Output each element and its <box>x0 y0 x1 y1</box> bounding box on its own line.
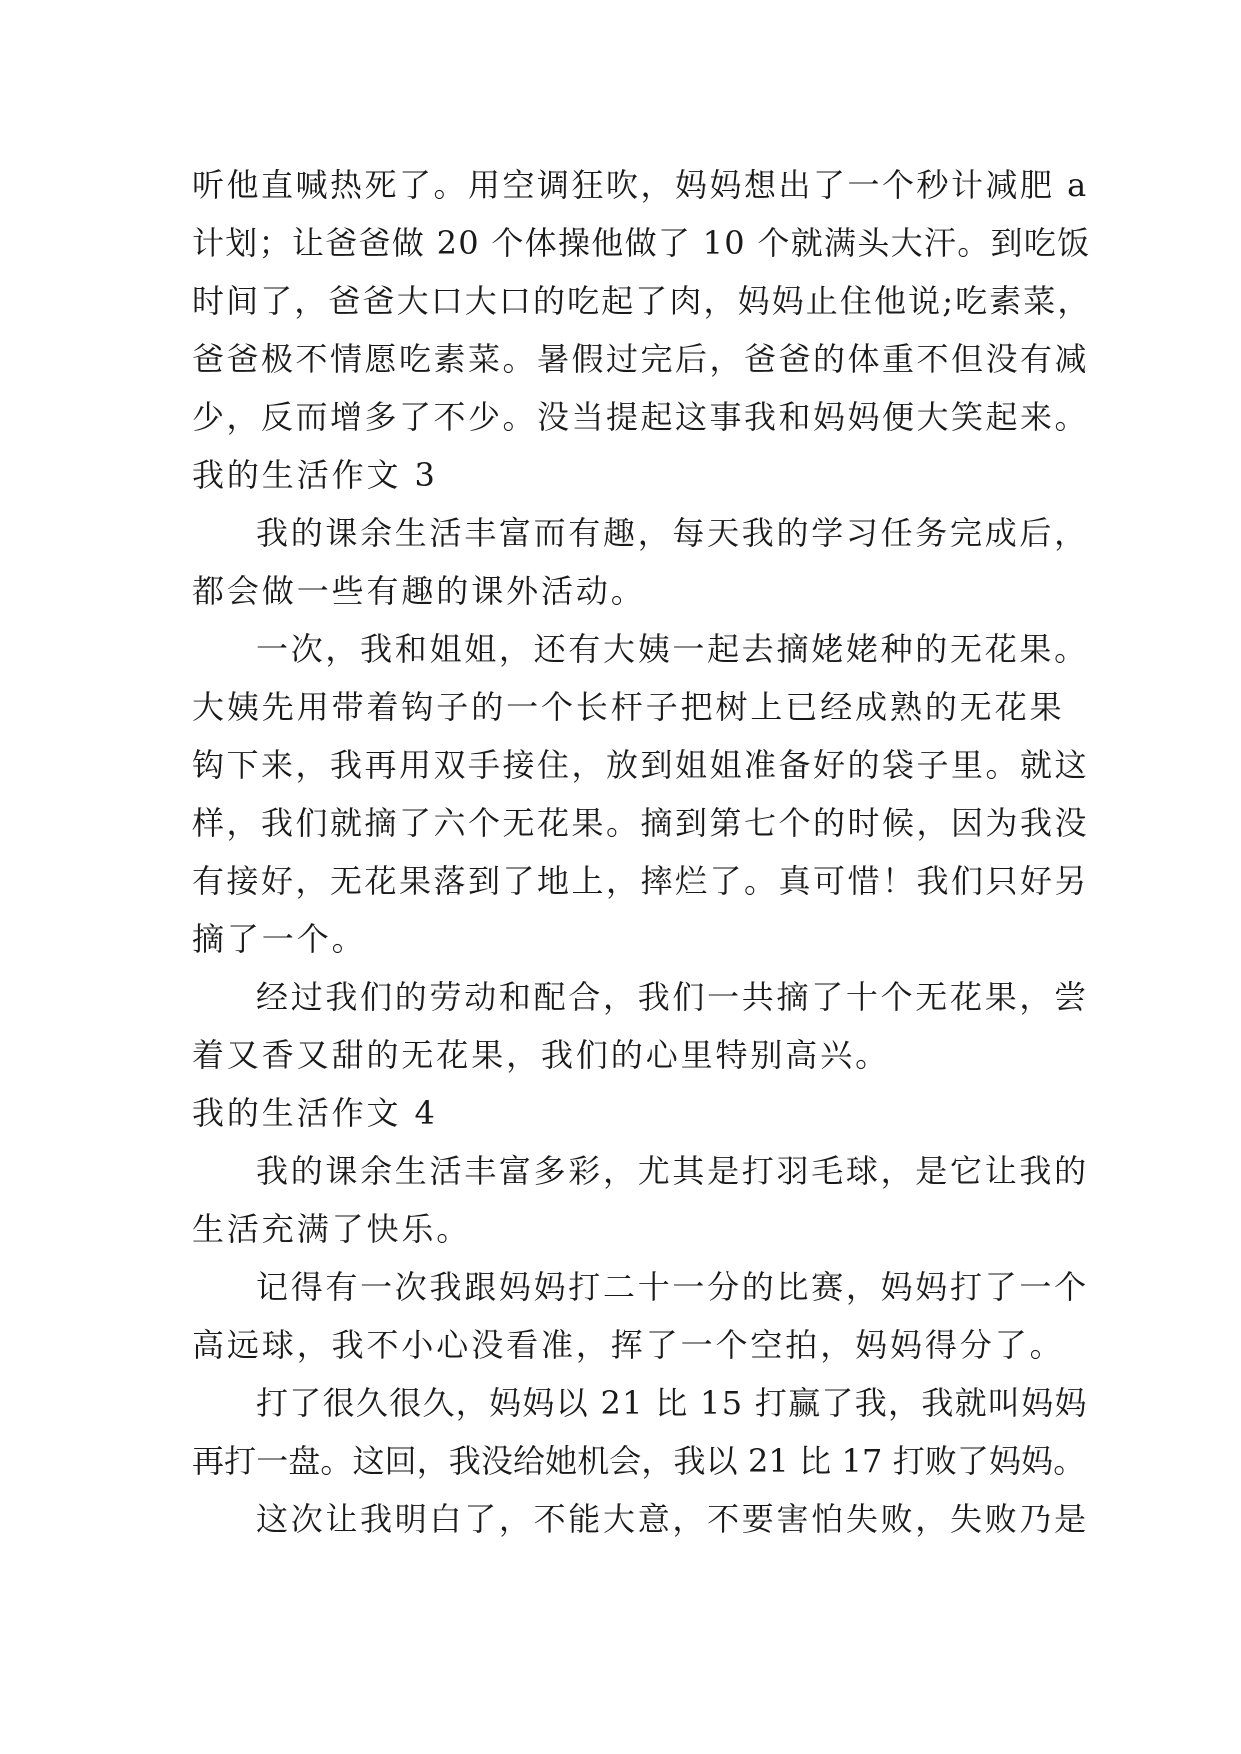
section-heading: 我的生活作文 3 <box>192 456 438 494</box>
paragraph-line: 着又香又甜的无花果，我们的心里特别高兴。 <box>192 1036 891 1074</box>
paragraph-line: 这次让我明白了，不能大意，不要害怕失败，失败乃是 <box>256 1500 1089 1538</box>
paragraph-line: 钩下来，我再用双手接住，放到姐姐准备好的袋子里。就这 <box>192 746 1090 784</box>
paragraph-line: 有接好，无花果落到了地上，摔烂了。真可惜！我们只好另 <box>192 862 1090 900</box>
paragraph-line: 少，反而增多了不少。没当提起这事我和妈妈便大笑起来。 <box>192 398 1090 436</box>
paragraph-line: 打了很久很久，妈妈以 21 比 15 打赢了我，我就叫妈妈 <box>256 1384 1088 1422</box>
paragraph-line: 听他直喊热死了。用空调狂吹，妈妈想出了一个秒计减肥 a <box>192 166 1089 204</box>
paragraph-line: 计划；让爸爸做 20 个体操他做了 10 个就满头大汗。到吃饭 <box>192 224 1091 262</box>
paragraph-line: 再打一盘。这回，我没给她机会，我以 21 比 17 打败了妈妈。 <box>192 1442 1086 1480</box>
section-heading: 我的生活作文 4 <box>192 1094 438 1132</box>
paragraph-line: 大姨先用带着钩子的一个长杆子把树上已经成熟的无花果 <box>192 688 1065 726</box>
paragraph-line: 生活充满了快乐。 <box>192 1210 472 1248</box>
paragraph-line: 样，我们就摘了六个无花果。摘到第七个的时候，因为我没 <box>192 804 1090 842</box>
paragraph-line: 时间了，爸爸大口大口的吃起了肉，妈妈止住他说;吃素菜， <box>192 282 1092 320</box>
paragraph-line: 爸爸极不情愿吃素菜。暑假过完后，爸爸的体重不但没有减 <box>192 340 1090 378</box>
paragraph-line: 经过我们的劳动和配合，我们一共摘了十个无花果，尝 <box>256 978 1089 1016</box>
paragraph-line: 一次，我和姐姐，还有大姨一起去摘姥姥种的无花果。 <box>256 630 1089 668</box>
paragraph-line: 我的课余生活丰富而有趣，每天我的学习任务完成后， <box>256 514 1089 552</box>
paragraph-line: 摘了一个。 <box>192 920 367 958</box>
paragraph-line: 高远球，我不小心没看准，挥了一个空拍，妈妈得分了。 <box>192 1326 1065 1364</box>
paragraph-line: 都会做一些有趣的课外活动。 <box>192 572 646 610</box>
paragraph-line: 我的课余生活丰富多彩，尤其是打羽毛球，是它让我的 <box>256 1152 1089 1190</box>
paragraph-line: 记得有一次我跟妈妈打二十一分的比赛，妈妈打了一个 <box>256 1268 1089 1306</box>
